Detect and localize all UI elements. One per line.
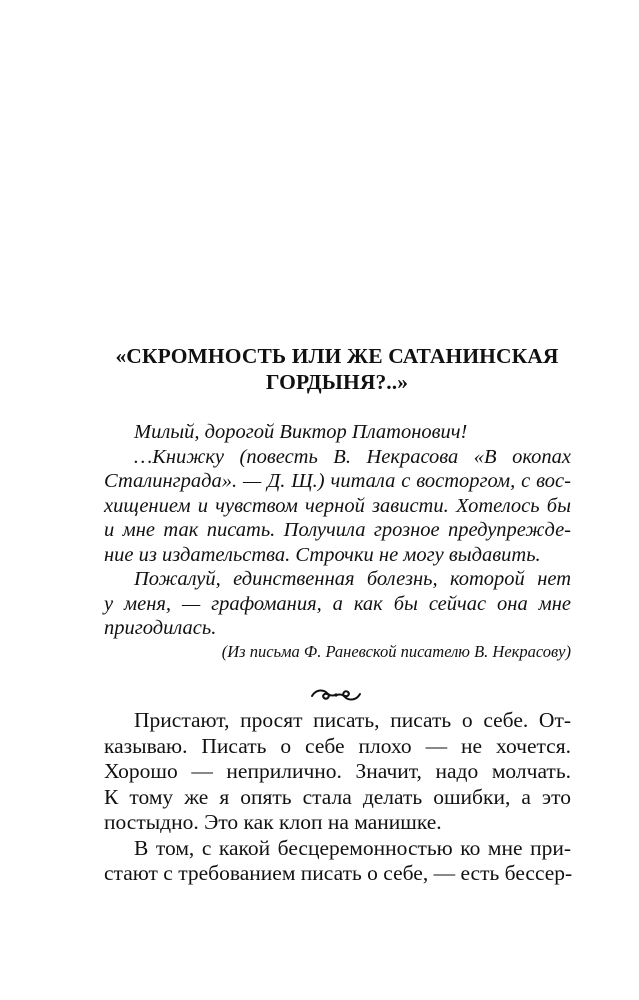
epigraph-line: у меня, — графомания, а как бы сейчас она мне [104,592,571,615]
chapter-title-line: ГОРДЫНЯ?..» [265,370,409,394]
paragraph-line: стают с требованием писать о себе, — есть бессер- [104,861,573,885]
epigraph-source: (Из письма Ф. Раневской писателю В. Некрасову) [221,642,571,661]
paragraph-line: Хорошо — неприлично. Значит, надо молчать. [104,759,571,783]
epigraph-line: Пожалуй, единственная болезнь, которой нет [134,568,571,590]
chapter-title [102,343,572,395]
epigraph-line: Сталинграда». — Д. Щ.) читала с восторгом, с вос- [104,470,571,492]
paragraph-line: казываю. Писать о себе плохо — не хочется. [104,733,571,758]
epigraph [104,420,571,641]
paragraph-line: постыдно. Это как клоп на манишке. [104,810,442,834]
epigraph-greeting: Милый, дорогой Виктор Платонович! [134,421,468,443]
epigraph-line: …Книжку (повесть В. Некрасова «В окопах [134,445,571,468]
paragraph-line: В том, с какой бесцеремонностью ко мне при- [134,835,571,860]
fleuron-ornament-icon [306,683,366,705]
epigraph-line: хищением и чувством черной зависти. Хотелось бы [104,494,571,517]
epigraph-line: пригодилась. [104,617,217,639]
epigraph-line: ние из издательства. Строчки не могу выдавить. [104,543,541,566]
main-text [104,708,571,887]
paragraph-line: Пристают, просят писать, писать о себе. От- [134,708,571,732]
epigraph-line: и мне так писать. Получила грозное предупрежде- [104,519,571,541]
chapter-title-line: «СКРОМНОСТЬ ИЛИ ЖЕ САТАНИНСКАЯ [115,344,559,368]
paragraph-line: К тому же я опять стала делать ошибки, а это [104,784,571,809]
